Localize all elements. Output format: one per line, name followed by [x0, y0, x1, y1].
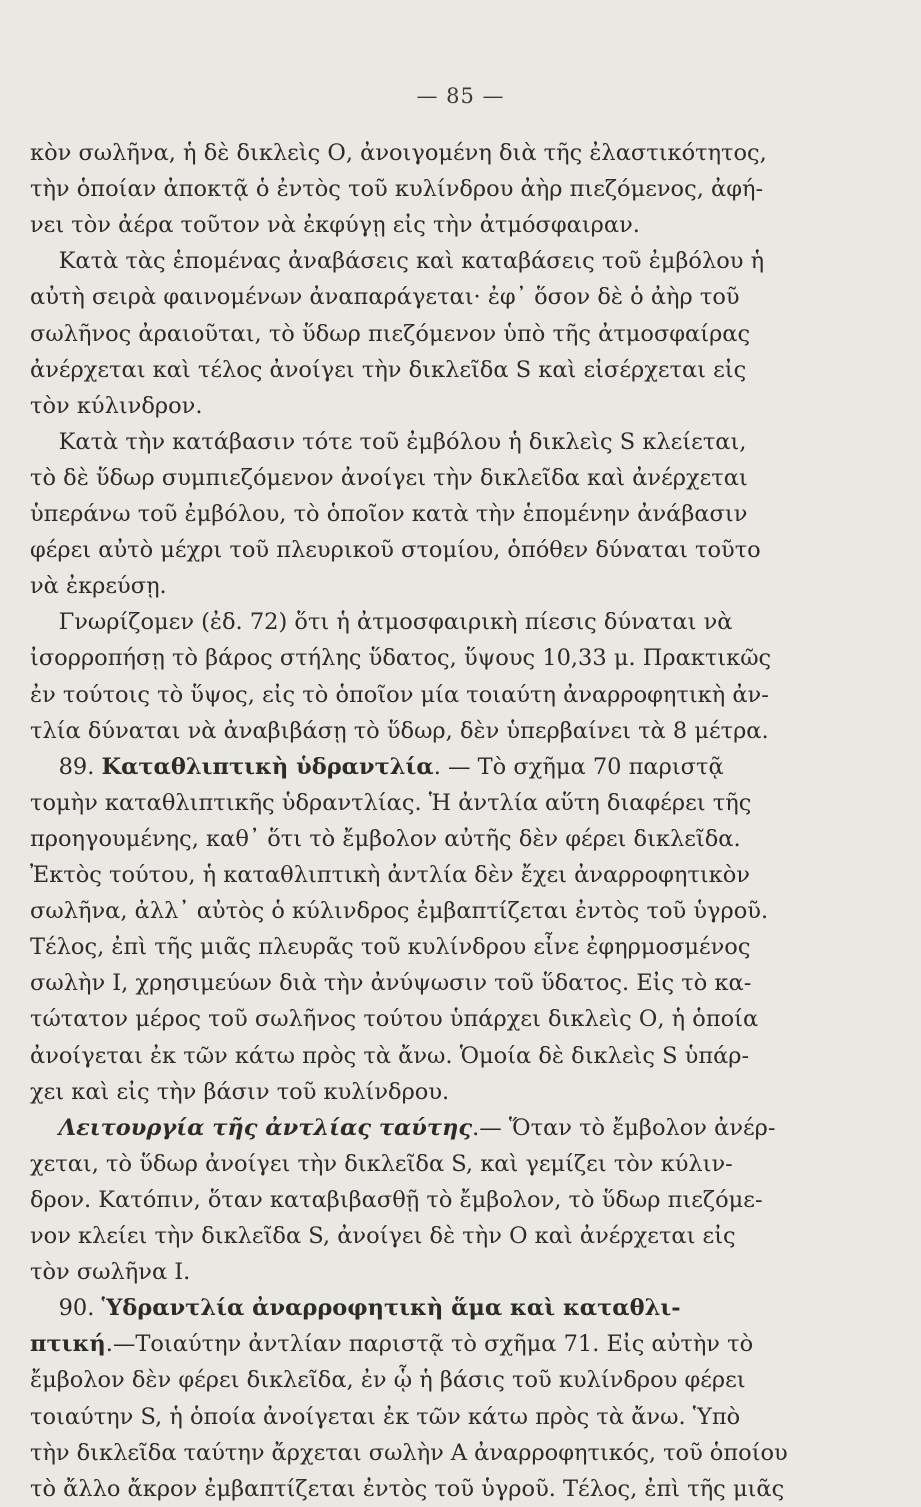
text-line	[30, 640, 788, 676]
text-run: νει τὸν ἀέρα τοῦτον νὰ ἐκφύγῃ εἰς τὴν ἀτμόσφαιραν.	[30, 212, 640, 239]
text-line	[30, 352, 788, 388]
text-run: τὴν δικλεῖδα ταύτην ἄρχεται σωλὴν Α ἀναρροφητικός, τοῦ ὁποίου	[30, 1439, 788, 1466]
text-run: τλία δύναται νὰ ἀναβιβάσῃ τὸ ὕδωρ, δὲν ὑπερβαίνει τὰ 8 μέτρα.	[30, 717, 769, 744]
text-line	[30, 1471, 788, 1507]
text-run: χεται, τὸ ὕδωρ ἀνοίγει τὴν δικλεῖδα S, καὶ γεμίζει τὸν κύλιν-	[30, 1150, 733, 1177]
text-line	[30, 279, 788, 315]
text-line	[30, 1218, 788, 1254]
text-line	[30, 785, 788, 821]
text-run: σωλὴν Ι, χρησιμεύων διὰ τὴν ἀνύψωσιν τοῦ ὕδατος. Εἰς τὸ κα-	[30, 970, 752, 997]
text-line	[30, 749, 788, 785]
text-run: τώτατον μέρος τοῦ σωλῆνος τούτου ὑπάρχει δικλεὶς Ο, ἡ ὁποία	[30, 1006, 759, 1033]
text-run: Τέλος, ἐπὶ τῆς μιᾶς πλευρᾶς τοῦ κυλίνδρου εἶνε ἐφηρμοσμένος	[30, 934, 751, 961]
text-run: τὴν ὁποίαν ἀποκτᾷ ὁ ἐντὸς τοῦ κυλίνδρου ἀὴρ πιεζόμενος, ἀφή-	[30, 176, 764, 203]
text-line	[30, 1362, 788, 1398]
text-line	[30, 388, 788, 424]
text-line	[30, 893, 788, 929]
text-run: τὸ δὲ ὕδωρ συμπιεζόμενον ἀνοίγει τὴν δικλεῖδα καὶ ἀνέρχεται	[30, 464, 748, 491]
text-run	[30, 1115, 59, 1141]
text-line	[30, 677, 788, 713]
heading-run: Λειτουργία τῆς ἀντλίας ταύτης	[58, 1114, 473, 1141]
text-line	[30, 1001, 788, 1037]
text-line	[30, 532, 788, 568]
text-run: Κατὰ τὴν κατάβασιν τότε τοῦ ἐμβόλου ἡ δικλεὶς S κλείεται,	[30, 428, 747, 455]
text-line	[30, 316, 788, 352]
text-run: ἐν τούτοις τὸ ὕψος, εἰς τὸ ὁποῖον μία τοιαύτη ἀναρροφητικὴ ἀν-	[30, 681, 769, 708]
text-run: ἔμβολον δὲν φέρει δικλεῖδα, ἐν ᾧ ἡ βάσις τοῦ κυλίνδρου φέρει	[30, 1367, 746, 1394]
text-run: .—Τοιαύτην ἀντλίαν παριστᾷ τὸ σχῆμα 71. Εἰς αὐτὴν τὸ	[105, 1331, 754, 1358]
text-line	[30, 1290, 788, 1326]
text-run: σωλῆνα, ἀλλ᾽ αὐτὸς ὁ κύλινδρος ἐμβαπτίζεται ἐντὸς τοῦ ὑγροῦ.	[30, 898, 769, 925]
text-run: τοιαύτην S, ἡ ὁποία ἀνοίγεται ἐκ τῶν κάτω πρὸς τὰ ἄνω. Ὑπὸ	[30, 1403, 741, 1430]
text-line	[30, 207, 788, 243]
text-line	[30, 568, 788, 604]
text-line	[30, 460, 788, 496]
text-line	[30, 965, 788, 1001]
heading-run: πτική	[30, 1331, 106, 1358]
text-line	[30, 857, 788, 893]
text-line	[30, 135, 788, 171]
text-line	[30, 929, 788, 965]
text-run: προηγουμένης, καθ᾽ ὅτι τὸ ἔμβολον αὐτῆς δὲν φέρει δικλεῖδα.	[30, 825, 741, 852]
text-run: .— Ὅταν τὸ ἔμβολον ἀνέρ-	[472, 1114, 776, 1141]
text-run: ἀνοίγεται ἐκ τῶν κάτω πρὸς τὰ ἄνω. Ὁμοία δὲ δικλεὶς S ὑπάρ-	[30, 1042, 750, 1069]
text-line	[30, 243, 788, 279]
text-run: Κατὰ τὰς ἑπομένας ἀναβάσεις καὶ καταβάσεις τοῦ ἐμβόλου ἡ	[30, 248, 765, 275]
text-line	[30, 1435, 788, 1471]
text-line	[30, 821, 788, 857]
text-run: ὑπεράνω τοῦ ἐμβόλου, τὸ ὁποῖον κατὰ τὴν ἑπομένην ἀνάβασιν	[30, 501, 748, 527]
text-line	[30, 604, 788, 640]
text-run: τομὴν καταθλιπτικῆς ὑδραντλίας. Ἡ ἀντλία αὕτη διαφέρει τῆς	[30, 789, 752, 816]
text-line	[30, 1399, 788, 1435]
text-run: ἀνέρχεται καὶ τέλος ἀνοίγει τὴν δικλεῖδα S καὶ εἰσέρχεται εἰς	[30, 356, 747, 383]
text-line	[30, 1254, 788, 1290]
text-run: ἰσορροπήσῃ τὸ βάρος στήλης ὕδατος, ὕψους 10,33 μ. Πρακτικῶς	[30, 645, 772, 672]
text-line	[30, 1146, 788, 1182]
text-line	[30, 1110, 788, 1146]
page-number: — 85 —	[416, 84, 505, 108]
text-run: Ἐκτὸς τούτου, ἡ καταθλιπτικὴ ἀντλία δὲν ἔχει ἀναρροφητικὸν	[30, 862, 750, 888]
text-run: κὸν σωλῆνα, ἡ δὲ δικλεὶς Ο, ἀνοιγομένη διὰ τῆς ἐλαστικότητος,	[30, 140, 767, 166]
text-run: χει καὶ εἰς τὴν βάσιν τοῦ κυλίνδρου.	[30, 1078, 450, 1105]
heading-run: Ὑδραντλία ἀναρροφητικὴ ἅμα καὶ καταθλι-	[101, 1295, 681, 1322]
text-run: τὸν κύλινδρον.	[30, 392, 203, 419]
text-run: τὸν σωλῆνα Ι.	[30, 1259, 191, 1286]
text-line	[30, 1326, 788, 1362]
text-run: τὸ ἄλλο ἄκρον ἐμβαπτίζεται ἐντὸς τοῦ ὑγροῦ. Τέλος, ἐπὶ τῆς μιᾶς	[30, 1475, 785, 1502]
text-run: . — Τὸ σχῆμα 70 παριστᾷ	[433, 753, 724, 780]
text-run: 90.	[30, 1295, 102, 1322]
text-run: αὐτὴ σειρὰ φαινομένων ἀναπαράγεται· ἐφ᾽ ὅσον δὲ ὁ ἀὴρ τοῦ	[30, 284, 740, 311]
text-run: 89.	[30, 753, 102, 780]
text-line	[30, 713, 788, 749]
text-line	[30, 1182, 788, 1218]
text-line	[30, 424, 788, 460]
text-run: Γνωρίζομεν (ἐδ. 72) ὅτι ἡ ἀτμοσφαιρικὴ πίεσις δύναται νὰ	[30, 609, 733, 636]
text-line	[30, 1074, 788, 1110]
text-line	[30, 1038, 788, 1074]
heading-run: Καταθλιπτικὴ ὑδραντλία	[101, 753, 434, 780]
text-run: νον κλείει τὴν δικλεῖδα S, ἀνοίγει δὲ τὴν Ο καὶ ἀνέρχεται εἰς	[30, 1223, 736, 1249]
text-run: δρον. Κατόπιν, ὅταν καταβιβασθῇ τὸ ἔμβολον, τὸ ὕδωρ πιεζόμε-	[30, 1186, 763, 1213]
text-line	[30, 171, 788, 207]
text-run: νὰ ἐκρεύσῃ.	[30, 573, 167, 600]
text-line	[30, 496, 788, 532]
text-run: σωλῆνος ἀραιοῦται, τὸ ὕδωρ πιεζόμενον ὑπὸ τῆς ἀτμοσφαίρας	[30, 320, 751, 347]
text-run: φέρει αὐτὸ μέχρι τοῦ πλευρικοῦ στομίου, ὁπόθεν δύναται τοῦτο	[30, 537, 761, 564]
